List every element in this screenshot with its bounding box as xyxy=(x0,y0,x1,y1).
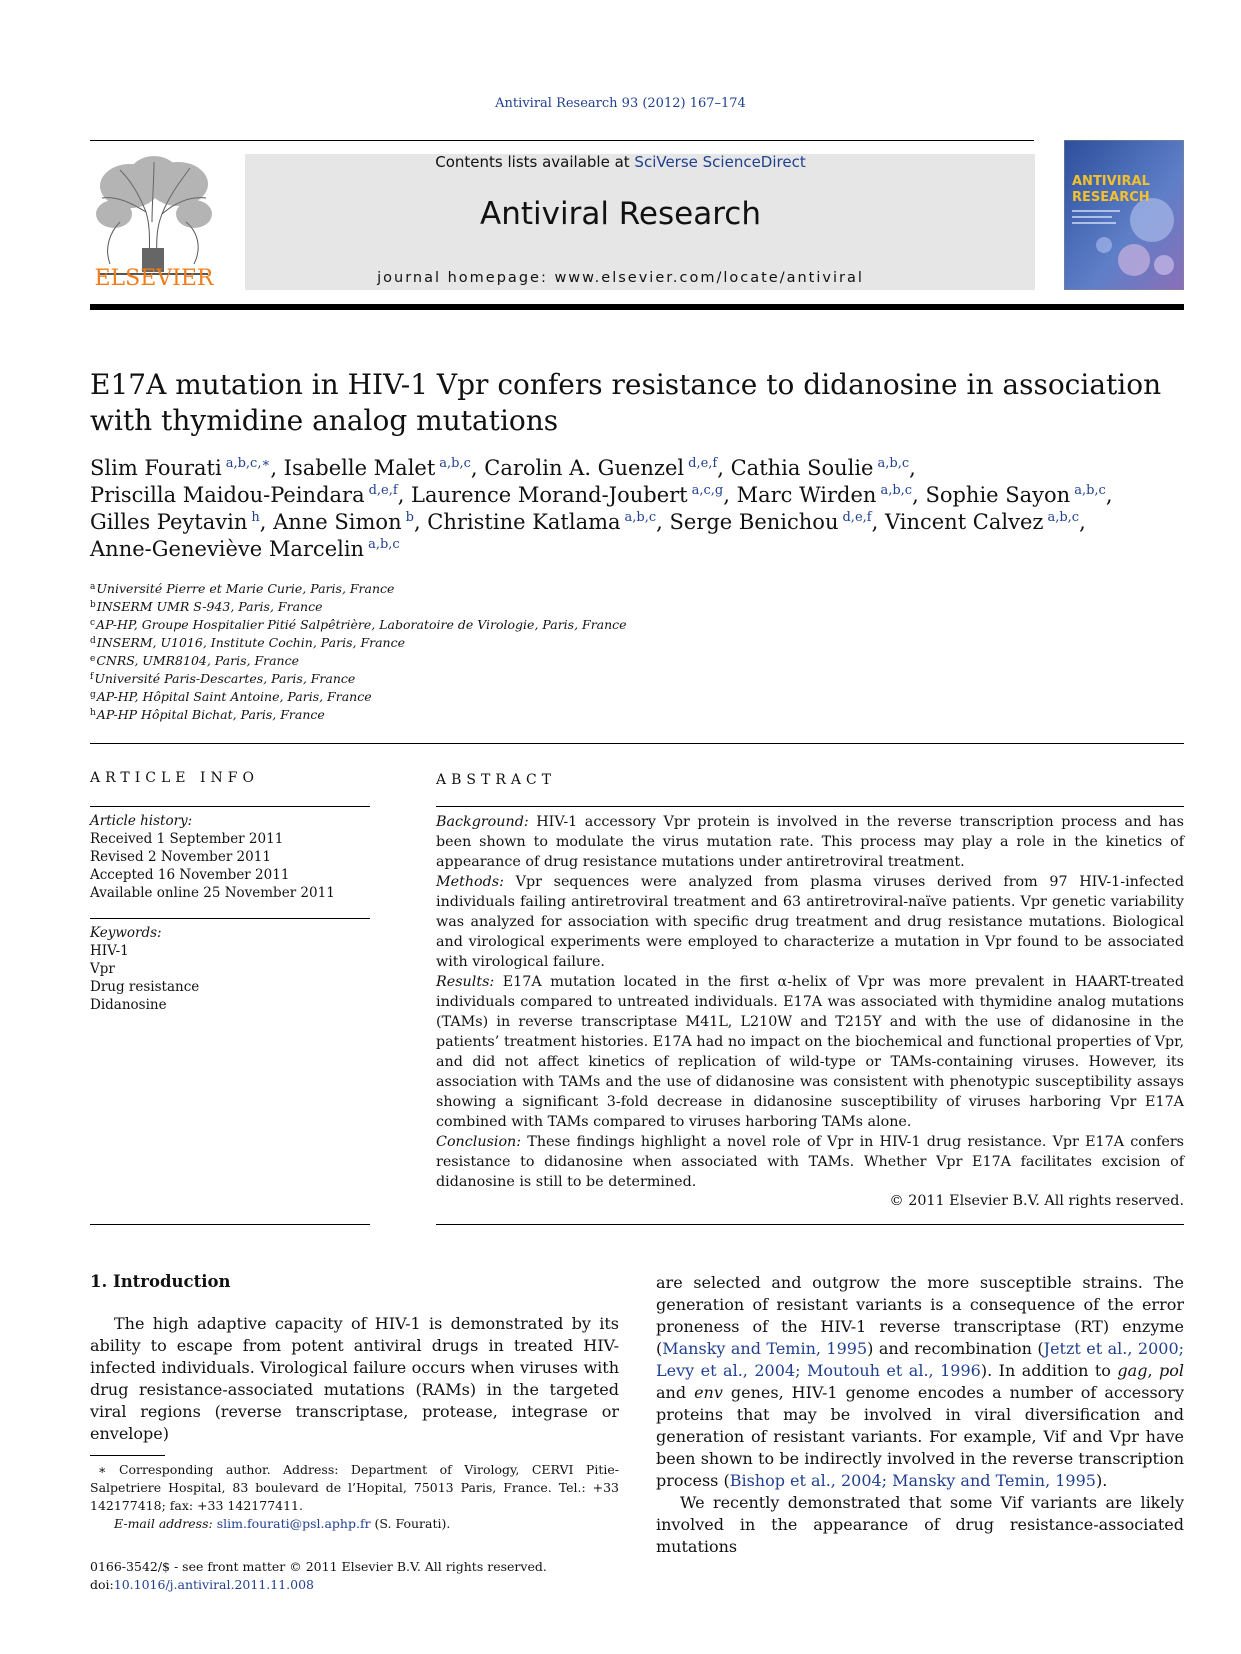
abstract-section-text: HIV-1 accessory Vpr protein is involved in the reverse transcription process and has been shown to modulate the virus mutation rate. This process may play a role in the kinetics of appearance of drug resistance mutations under antiretroviral treatment. xyxy=(436,814,1184,870)
author-name: Christine Katlama xyxy=(427,510,621,534)
author-separator: , xyxy=(912,483,926,507)
keywords-rule xyxy=(90,918,370,919)
author-separator: , xyxy=(270,456,284,480)
author[interactable] xyxy=(90,456,284,480)
article-info-bottom-rule xyxy=(90,1224,370,1225)
author[interactable] xyxy=(427,510,669,534)
author-affiliation-marks[interactable]: a,b,c xyxy=(877,456,910,471)
gene-name: pol xyxy=(1159,1361,1185,1380)
author-separator: , xyxy=(1105,483,1113,507)
author-affiliation-marks[interactable]: a,b,c xyxy=(368,537,400,552)
text-run: genes, HIV-1 genome encodes a number of accessory proteins that may be involved in viral diversification and generation of resistant variants. For example, Vif and Vpr have been shown to be indirectly involved in the reverse transcription process ( xyxy=(656,1383,1184,1490)
affiliation-key: h xyxy=(90,708,96,718)
history-item: Accepted 16 November 2011 xyxy=(90,867,290,883)
introduction-left-paragraph: The high adaptive capacity of HIV-1 is demonstrated by its ability to escape from potent antiviral drugs in treated HIV-infected individuals. Virological failure occurs when viruses with drug resistance-associated mutations (RAMs) in the targeted viral regions (reverse transcriptase, protease, integrase or envelope) xyxy=(90,1314,619,1443)
abstract-section-text: These findings highlight a novel role of Vpr in HIV-1 drug resistance. Vpr E17A confers resistance to didanosine when associated with TAMs. Whether Vpr E17A facilitates excision of didanosine is still to be determined. xyxy=(436,1134,1184,1190)
email-label: E-mail address: xyxy=(114,1516,217,1531)
affiliations-rule xyxy=(90,743,1184,744)
affiliation-key: d xyxy=(90,636,96,646)
gene-name: env xyxy=(694,1383,723,1402)
author-affiliation-marks[interactable]: a,c,g xyxy=(691,483,724,498)
author-affiliation-marks[interactable]: d,e,f xyxy=(688,456,718,471)
contents-prefix: Contents lists available at xyxy=(435,153,635,171)
contents-availability-line xyxy=(0,153,1241,171)
author-separator: , xyxy=(717,456,731,480)
history-item: Available online 25 November 2011 xyxy=(90,885,335,901)
doi-prefix: doi: xyxy=(90,1577,114,1592)
history-item: Revised 2 November 2011 xyxy=(90,849,271,865)
author-separator: , xyxy=(259,510,274,534)
keyword-item: Drug resistance xyxy=(90,979,200,995)
author-name: Marc Wirden xyxy=(736,483,877,507)
sciencedirect-link[interactable]: SciVerse ScienceDirect xyxy=(634,153,806,171)
affiliation-text: Université Pierre et Marie Curie, Paris, France xyxy=(96,581,395,596)
author-list xyxy=(90,455,1184,563)
author-affiliation-marks[interactable]: a,b,c xyxy=(880,483,913,498)
abstract-background xyxy=(436,812,1184,872)
text-run: are selected and outgrow the more susceptible strains. The generation of resistant variants is a consequence of the error proneness of the HIV-1 reverse transcriptase (RT) enzyme ( xyxy=(656,1273,1184,1358)
author-separator: , xyxy=(397,483,412,507)
author-name: Vincent Calvez xyxy=(884,510,1044,534)
page-footer xyxy=(90,1558,790,1594)
text-run: , xyxy=(1147,1361,1160,1380)
cover-title-line2: RESEARCH xyxy=(1072,190,1150,205)
author-name: Isabelle Malet xyxy=(283,456,436,480)
author[interactable] xyxy=(925,483,1112,507)
author-affiliation-marks[interactable]: b xyxy=(405,510,414,525)
journal-title: Antiviral Research xyxy=(480,196,761,232)
affiliation-key: a xyxy=(90,582,96,592)
elsevier-wordmark: ELSEVIER xyxy=(94,266,214,291)
history-item: Received 1 September 2011 xyxy=(90,831,284,847)
abstract-section-label: Background: xyxy=(436,814,529,830)
article-info-heading: ARTICLE INFO xyxy=(90,770,259,786)
author[interactable] xyxy=(90,483,411,507)
affiliation-text: Université Paris-Descartes, Paris, France xyxy=(94,671,356,686)
author-name: Gilles Peytavin xyxy=(90,510,248,534)
reference-link[interactable]: Mansky and Temin, 1995 xyxy=(662,1339,868,1358)
author-affiliation-marks[interactable]: a,b,c xyxy=(624,510,657,525)
affiliation-text: INSERM UMR S-943, Paris, France xyxy=(96,599,323,614)
author[interactable] xyxy=(737,483,926,507)
author-separator: , xyxy=(413,510,428,534)
header-top-rule xyxy=(90,140,1034,141)
abstract-heading: ABSTRACT xyxy=(436,772,557,788)
author-affiliation-marks[interactable]: d,e,f xyxy=(368,483,398,498)
journal-citation[interactable]: Antiviral Research 93 (2012) 167–174 xyxy=(495,96,746,111)
keywords-list xyxy=(90,924,370,1014)
keyword-item: HIV-1 xyxy=(90,943,129,959)
author-name: Slim Fourati xyxy=(90,456,222,480)
author-separator: , xyxy=(470,456,485,480)
affiliation-key: g xyxy=(90,690,96,700)
homepage-link[interactable]: www.elsevier.com/locate/antiviral xyxy=(554,270,864,286)
footnote-address: ∗ Corresponding author. Address: Department of Virology, CERVI Pitie-Salpetriere Hospital, 83 boulevard de l’Hopital, 75013 Paris, France. Tel.: +33 142177418; fax: +33 142177411. xyxy=(90,1462,619,1513)
abstract-section-label: Methods: xyxy=(436,874,504,890)
affiliation-text: AP-HP, Hôpital Saint Antoine, Paris, France xyxy=(96,689,372,704)
article-history xyxy=(90,812,370,902)
affiliation-key: e xyxy=(90,654,96,664)
author-name: Sophie Sayon xyxy=(925,483,1071,507)
footnote-rule xyxy=(90,1455,165,1456)
email-link[interactable]: slim.fourati@psl.aphp.fr xyxy=(216,1516,371,1531)
author-affiliation-marks[interactable]: a,b,c,∗ xyxy=(225,456,271,471)
article-info-rule xyxy=(90,806,370,807)
author[interactable] xyxy=(90,510,273,534)
abstract-section-label: Results: xyxy=(436,974,495,990)
abstract-copyright: © 2011 Elsevier B.V. All rights reserved. xyxy=(889,1193,1184,1209)
article-title-line2: with thymidine analog mutations xyxy=(90,404,559,437)
abstract-rule xyxy=(436,806,1184,807)
affiliation-item xyxy=(90,634,890,652)
author-affiliation-marks[interactable]: d,e,f xyxy=(842,510,872,525)
journal-cover-image xyxy=(1064,140,1184,290)
affiliation-list xyxy=(90,580,890,724)
abstract-methods xyxy=(436,872,1184,972)
reference-link[interactable]: Jetzt et al., 2000; Levy et al., 2004; Moutouh et al., 1996 xyxy=(656,1339,1185,1380)
abstract-section-label: Conclusion: xyxy=(436,1134,522,1150)
text-run: ) and recombination ( xyxy=(867,1339,1044,1358)
author[interactable] xyxy=(273,510,427,534)
author-name: Cathia Soulie xyxy=(730,456,874,480)
author[interactable] xyxy=(484,456,730,480)
abstract-conclusion xyxy=(436,1132,1184,1192)
email-suffix: (S. Fourati). xyxy=(370,1516,451,1531)
reference-link[interactable]: Bishop et al., 2004; Mansky and Temin, 1995 xyxy=(729,1471,1096,1490)
author[interactable] xyxy=(731,456,916,480)
text-run: ). In addition to xyxy=(980,1361,1118,1380)
keyword-item: Didanosine xyxy=(90,997,167,1013)
abstract-section-text: E17A mutation located in the first α-helix of Vpr was more prevalent in HAART-treated individuals compared to untreated individuals. E17A was associated with thymidine analog mutations (TAMs) in reverse transcriptase M41L, L210W and T215Y and with the use of didanosine in the patients’ treatment histories. E17A had no impact on the biochemical and functional properties of Vpr, and did not affect kinetics of replication of wild-type or TAMs-containing viruses. However, its association with TAMs and the use of didanosine was consistent with phenotypic susceptibility assays showing a significant 3-fold decrease in didanosine susceptibility of viruses harboring Vpr E17A combined with TAMs compared to viruses harboring TAMs alone. xyxy=(436,974,1185,1130)
author-name: Laurence Morand-Joubert xyxy=(411,483,688,507)
author-separator: , xyxy=(723,483,737,507)
author-separator: , xyxy=(1079,510,1086,534)
keyword-item: Vpr xyxy=(90,961,115,977)
author-affiliation-marks[interactable]: a,b,c xyxy=(1074,483,1106,498)
journal-homepage xyxy=(0,270,1241,286)
author[interactable] xyxy=(90,537,400,561)
author-name: Carolin A. Guenzel xyxy=(484,456,685,480)
gene-name: gag xyxy=(1117,1361,1148,1380)
affiliation-item xyxy=(90,706,890,724)
article-title-line1: E17A mutation in HIV-1 Vpr confers resistance to didanosine in association xyxy=(90,368,1162,401)
affiliation-text: CNRS, UMR8104, Paris, France xyxy=(96,653,299,668)
affiliation-key: f xyxy=(90,672,94,682)
introduction-paragraph: We recently demonstrated that some Vif variants are likely involved in the appearance of drug resistance-associated mutations xyxy=(656,1493,1184,1556)
author-affiliation-marks[interactable]: h xyxy=(251,510,260,525)
doi-link[interactable]: 10.1016/j.antiviral.2011.11.008 xyxy=(113,1577,315,1592)
keywords-label: Keywords: xyxy=(90,925,162,941)
issn-line: 0166-3542/$ - see front matter © 2011 Elsevier B.V. All rights reserved. xyxy=(90,1559,547,1574)
author[interactable] xyxy=(411,483,737,507)
author-affiliation-marks[interactable]: a,b,c xyxy=(439,456,471,471)
affiliation-text: AP-HP, Groupe Hospitalier Pitié Salpêtrière, Laboratoire de Virologie, Paris, France xyxy=(96,617,627,632)
affiliation-text: INSERM, U1016, Institute Cochin, Paris, France xyxy=(96,635,405,650)
article-title xyxy=(90,367,1184,439)
author-name: Priscilla Maidou-Peindara xyxy=(90,483,365,507)
history-label: Article history: xyxy=(90,813,193,829)
author[interactable] xyxy=(885,510,1086,534)
affiliation-item xyxy=(90,670,890,688)
abstract-bottom-rule xyxy=(436,1224,1184,1225)
author[interactable] xyxy=(284,456,485,480)
author-name: Anne Simon xyxy=(273,510,402,534)
journal-cover-icon xyxy=(1064,140,1184,290)
corresponding-author-footnote xyxy=(90,1461,619,1533)
affiliation-item xyxy=(90,688,890,706)
affiliation-key: b xyxy=(90,600,96,610)
homepage-prefix: journal homepage: xyxy=(377,270,555,286)
author-name: Serge Benichou xyxy=(669,510,839,534)
affiliation-text: AP-HP Hôpital Bichat, Paris, France xyxy=(96,707,325,722)
author-name: Anne-Geneviève Marcelin xyxy=(90,537,365,561)
abstract-body xyxy=(436,812,1184,1192)
header-thick-rule xyxy=(90,304,1184,310)
introduction-paragraph xyxy=(656,1272,1184,1492)
affiliation-item xyxy=(90,598,890,616)
author-separator: , xyxy=(909,456,916,480)
affiliation-item xyxy=(90,652,890,670)
introduction-heading: 1. Introduction xyxy=(90,1272,231,1291)
doi-line xyxy=(90,1576,790,1594)
footnote-email-line xyxy=(90,1515,619,1533)
author-separator: , xyxy=(656,510,670,534)
author-affiliation-marks[interactable]: a,b,c xyxy=(1047,510,1080,525)
introduction-right-column xyxy=(656,1272,1184,1558)
affiliation-item xyxy=(90,580,890,598)
abstract-section-text: Vpr sequences were analyzed from plasma viruses derived from 97 HIV-1-infected individuals failing antiretroviral treatment and 63 antiretroviral-naïve patients. Vpr genetic variability was analyzed for association with specific drug treatment and drug resistance mutations. Biological and virological experiments were employed to characterize a mutation in Vpr found to be associated with virological failure. xyxy=(436,874,1184,970)
text-run: and xyxy=(656,1383,695,1402)
affiliation-key: c xyxy=(90,618,96,628)
affiliation-item xyxy=(90,616,890,634)
cover-title-line1: ANTIVIRAL xyxy=(1072,174,1150,189)
author-separator: , xyxy=(871,510,885,534)
abstract-results xyxy=(436,972,1184,1132)
author[interactable] xyxy=(670,510,885,534)
text-run: ). xyxy=(1095,1471,1108,1490)
